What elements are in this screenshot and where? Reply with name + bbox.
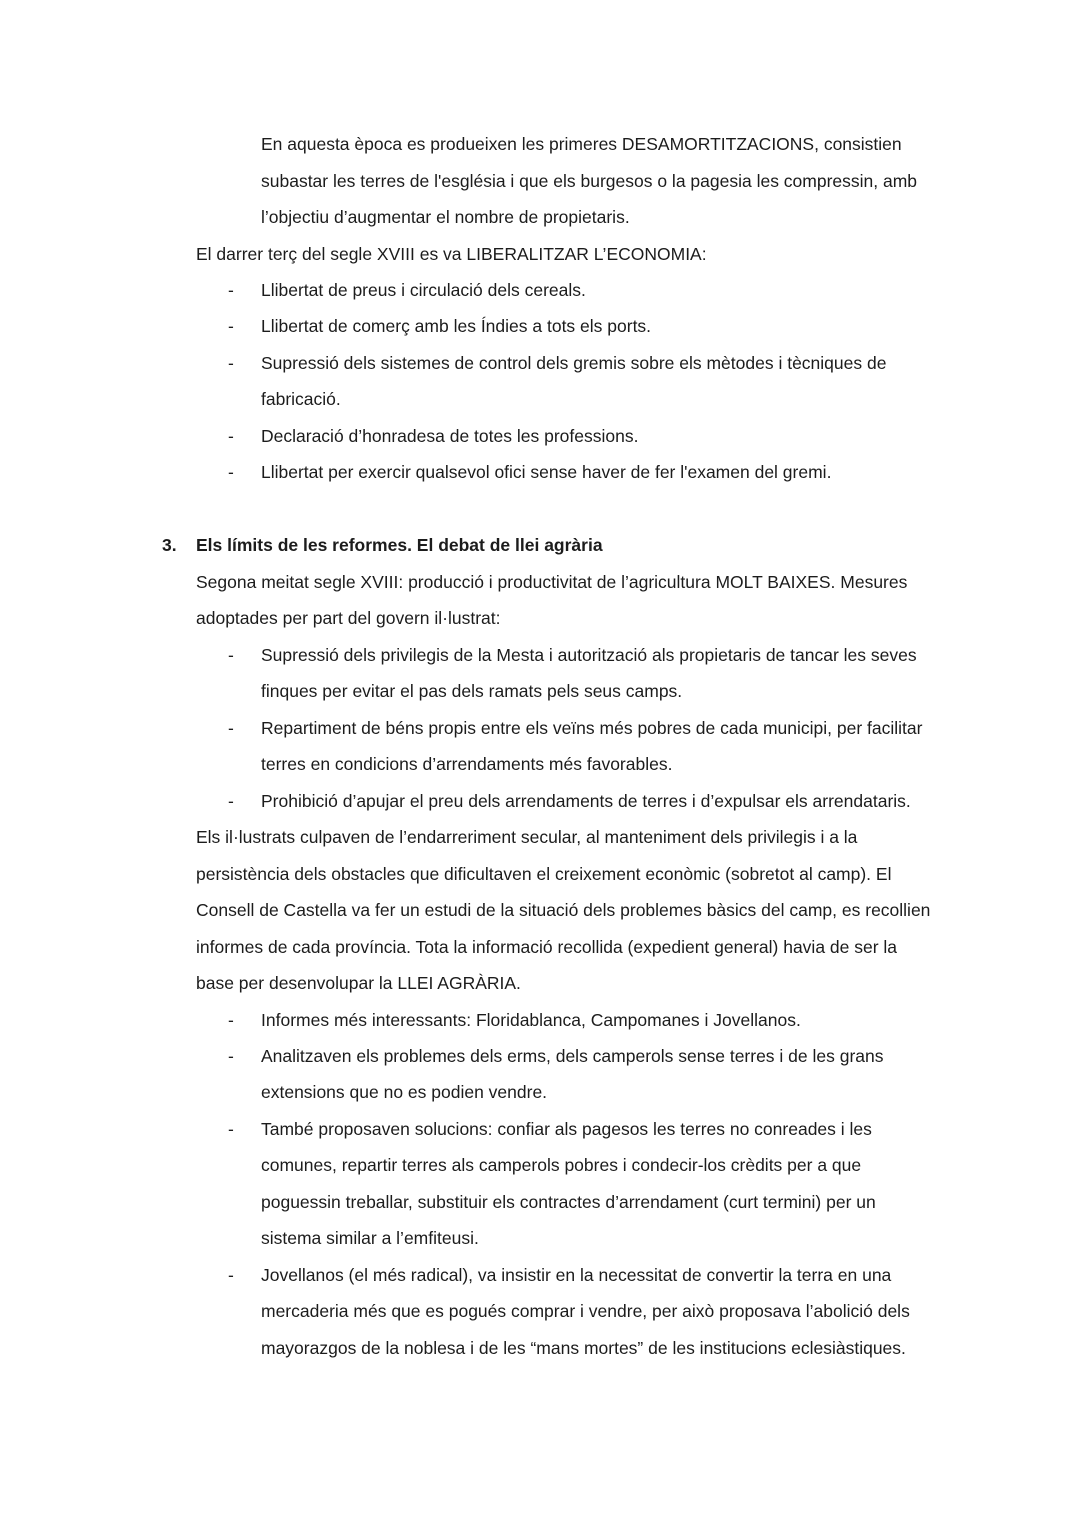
list-item-continuation: comunes, repartir terres als camperols pobres i condecir-los crèdits per a que bbox=[261, 1155, 862, 1175]
list-item-continuation: mayorazgos de la noblesa i de les “mans mortes” de les institucions eclesiàstiques. bbox=[261, 1338, 906, 1358]
bullet-dash: - bbox=[228, 718, 234, 738]
list-item: Repartiment de béns propis entre els veïns més pobres de cada municipi, per facilitar bbox=[261, 718, 923, 738]
section-number: 3. bbox=[162, 535, 177, 555]
list-item-continuation: fabricació. bbox=[261, 389, 341, 409]
paragraph-line: Els il·lustrats culpaven de l’endarreriment secular, al manteniment dels privilegis i a la bbox=[196, 827, 858, 847]
bullet-dash: - bbox=[228, 426, 234, 446]
list-item: Supressió dels sistemes de control dels gremis sobre els mètodes i tècniques de bbox=[261, 353, 887, 373]
list-item: Informes més interessants: Floridablanca, Campomanes i Jovellanos. bbox=[261, 1010, 801, 1030]
bullet-dash: - bbox=[228, 1265, 234, 1285]
bullet-dash: - bbox=[228, 280, 234, 300]
intro-line: En aquesta època es produeixen les primeres DESAMORTITZACIONS, consistien bbox=[261, 134, 902, 154]
list-item-continuation: finques per evitar el pas dels ramats pels seus camps. bbox=[261, 681, 683, 701]
list-item: Prohibició d’apujar el preu dels arrendaments de terres i d’expulsar els arrendataris. bbox=[261, 791, 911, 811]
list-item-continuation: sistema similar a l’emfiteusi. bbox=[261, 1228, 479, 1248]
paragraph-line: informes de cada província. Tota la informació recollida (expedient general) havia de ser la bbox=[196, 937, 898, 957]
list-item: Llibertat de preus i circulació dels cereals. bbox=[261, 280, 586, 300]
bullet-dash: - bbox=[228, 1046, 234, 1066]
intro-line: l’objectiu d’augmentar el nombre de propietaris. bbox=[261, 207, 630, 227]
bullet-dash: - bbox=[228, 353, 234, 373]
intro-line: subastar les terres de l'església i que els burgesos o la pagesia les compressin, amb bbox=[261, 171, 918, 191]
bullet-dash: - bbox=[228, 316, 234, 336]
liberalitzar-lead: El darrer terç del segle XVIII es va LIBERALITZAR L’ECONOMIA: bbox=[196, 244, 707, 264]
bullet-dash: - bbox=[228, 645, 234, 665]
list-item-continuation: poguessin treballar, substituir els contractes d’arrendament (curt termini) per un bbox=[261, 1192, 876, 1212]
paragraph-line: Consell de Castella va fer un estudi de la situació dels problemes bàsics del camp, es recollien bbox=[196, 900, 931, 920]
section-title: Els límits de les reformes. El debat de llei agrària bbox=[196, 535, 603, 555]
bullet-dash: - bbox=[228, 462, 234, 482]
list-item: Declaració d’honradesa de totes les professions. bbox=[261, 426, 639, 446]
section-intro-line: Segona meitat segle XVIII: producció i productivitat de l’agricultura MOLT BAIXES. Mesures bbox=[196, 572, 908, 592]
paragraph-line: persistència dels obstacles que dificultaven el creixement econòmic (sobretot al camp). El bbox=[196, 864, 892, 884]
list-item-continuation: mercaderia més que es pogués comprar i vendre, per això proposava l’abolició dels bbox=[261, 1301, 910, 1321]
list-item: Supressió dels privilegis de la Mesta i autorització als propietaris de tancar les seves bbox=[261, 645, 917, 665]
list-item: Jovellanos (el més radical), va insistir en la necessitat de convertir la terra en una bbox=[261, 1265, 892, 1285]
list-item: També proposaven solucions: confiar als pagesos les terres no conreades i les bbox=[261, 1119, 872, 1139]
bullet-dash: - bbox=[228, 1119, 234, 1139]
section-intro-line: adoptades per part del govern il·lustrat: bbox=[196, 608, 501, 628]
list-item-continuation: extensions que no es podien vendre. bbox=[261, 1082, 548, 1102]
list-item: Llibertat de comerç amb les Índies a tots els ports. bbox=[261, 316, 652, 336]
list-item: Llibertat per exercir qualsevol ofici sense haver de fer l'examen del gremi. bbox=[261, 462, 832, 482]
list-item: Analitzaven els problemes dels erms, dels camperols sense terres i de les grans bbox=[261, 1046, 884, 1066]
bullet-dash: - bbox=[228, 1010, 234, 1030]
list-item-continuation: terres en condicions d’arrendaments més favorables. bbox=[261, 754, 673, 774]
paragraph-line: base per desenvolupar la LLEI AGRÀRIA. bbox=[196, 973, 521, 993]
bullet-dash: - bbox=[228, 791, 234, 811]
